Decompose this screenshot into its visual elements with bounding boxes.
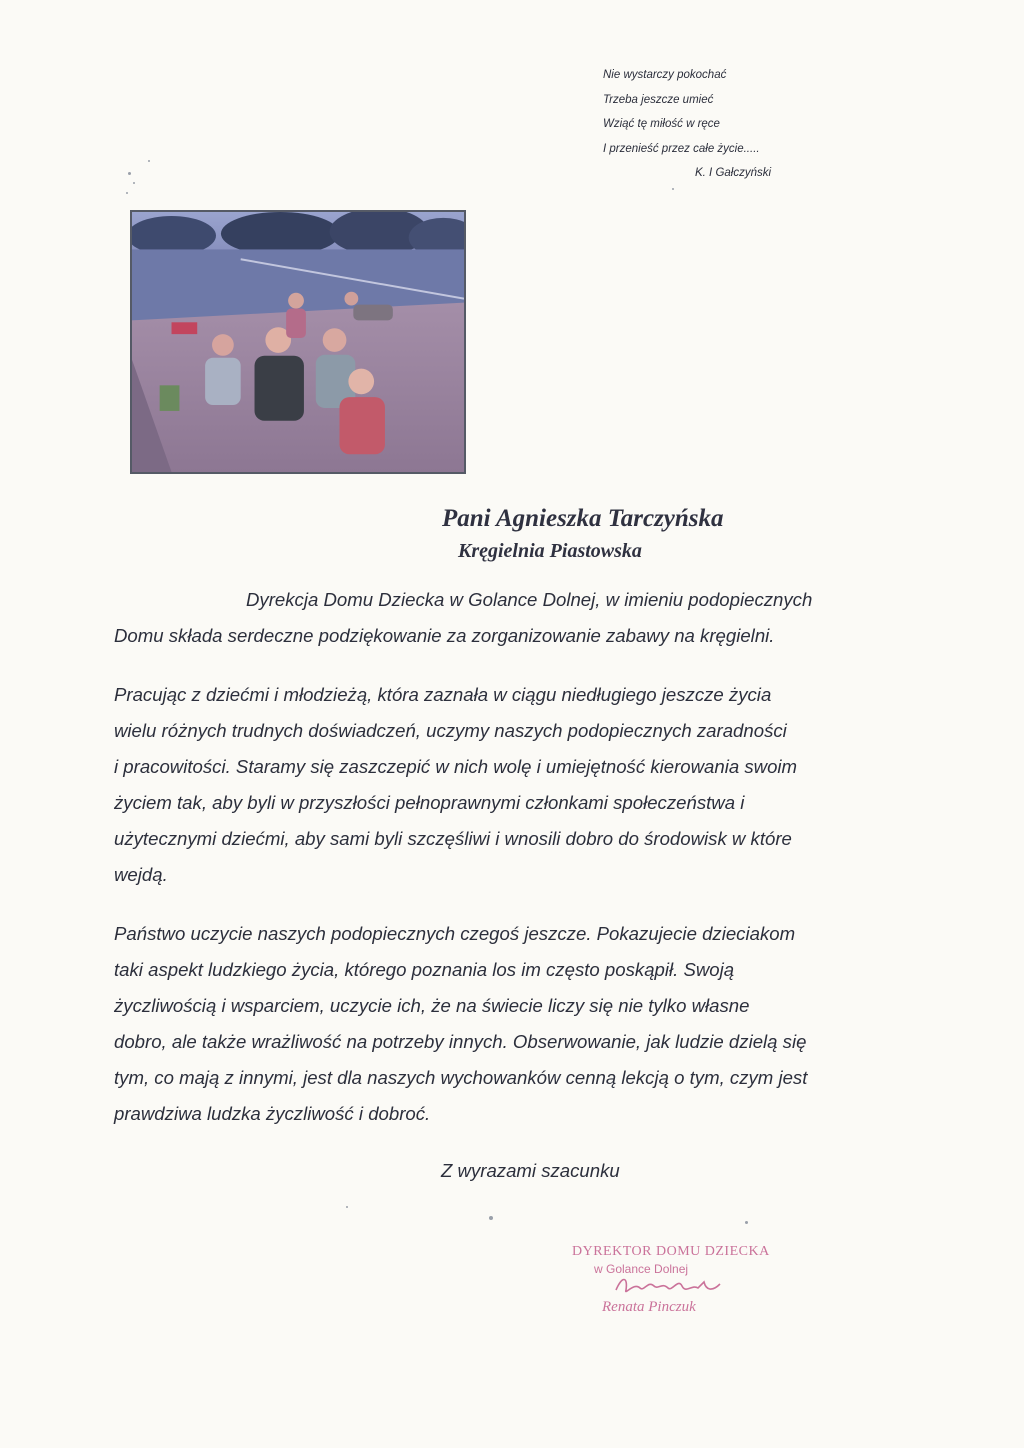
text-line: taki aspekt ludzkiego życia, którego poznania los im często poskąpił. Swoją: [114, 959, 735, 980]
stamp-title: DYREKTOR DOMU DZIECKA: [572, 1244, 770, 1259]
recipient-name: Pani Agnieszka Tarczyńska: [442, 505, 724, 532]
text-line: prawdziwa ludzka życzliwość i dobroć.: [114, 1103, 431, 1124]
text-line: Pracując z dziećmi i młodzieżą, która zaznała w ciągu niedługiego jeszcze życia: [114, 684, 772, 705]
photo-illustration: [132, 212, 464, 472]
text-line: użytecznymi dziećmi, aby sami byli szczęśliwi i wnosili dobro do środowisk w które: [114, 828, 792, 849]
scan-speck: [148, 160, 150, 162]
scan-speck: [672, 188, 674, 190]
letter-paragraph-3: [114, 916, 904, 1132]
text-line: wielu różnych trudnych doświadczeń, uczymy naszych podopiecznych zaradności: [114, 720, 787, 741]
text-line: Dyrekcja Domu Dziecka w Golance Dolnej, w imieniu podopiecznych: [246, 589, 813, 610]
recipient-place: Kręgielnia Piastowska: [458, 540, 642, 562]
text-line: i pracowitości. Staramy się zaszczepić w nich wolę i umiejętność kierowania swoim: [114, 756, 798, 777]
scan-speck: [128, 172, 131, 175]
text-line: wejdą.: [114, 864, 168, 885]
scan-speck: [745, 1221, 748, 1224]
text-line: życzliwością i wsparciem, uczycie ich, że na świecie liczy się nie tylko własne: [114, 995, 750, 1016]
children-playing-in-sandbox-photo: [130, 210, 466, 474]
scan-speck: [133, 182, 135, 184]
scan-speck: [489, 1216, 493, 1220]
poem-line: I przenieść przez całe życie.....: [603, 142, 760, 155]
handwritten-signature-icon: [612, 1272, 732, 1300]
poem-author: K. I Gałczyński: [695, 167, 772, 179]
text-line: tym, co mają z innymi, jest dla naszych wychowanków cenną lekcją o tym, czym jest: [114, 1067, 808, 1088]
text-line: Państwo uczycie naszych podopiecznych czegoś jeszcze. Pokazujecie dzieciakom: [114, 923, 796, 944]
poem-line: Trzeba jeszcze umieć: [603, 93, 714, 106]
stamp-signatory-name: Renata Pinczuk: [602, 1299, 696, 1315]
poem-line: Nie wystarczy pokochać: [603, 69, 727, 81]
text-line: dobro, ale także wrażliwość na potrzeby innych. Obserwowanie, jak ludzie dzielą się: [114, 1031, 807, 1052]
scan-speck: [126, 192, 128, 194]
text-line: życiem tak, aby byli w przyszłości pełnoprawnymi członkami społeczeństwa i: [114, 792, 745, 813]
text-line: Domu składa serdeczne podziękowanie za zorganizowanie zabawy na kręgielni.: [114, 625, 775, 646]
director-stamp: [566, 1244, 776, 1324]
scan-speck: [346, 1206, 348, 1208]
letter-paragraph-2: [114, 677, 904, 893]
stamp-location: w Golance Dolnej: [594, 1262, 689, 1276]
poem-line: Wziąć tę miłość w ręce: [603, 118, 720, 130]
poem-epigraph: [603, 63, 863, 186]
letter-closing: Z wyrazami szacunku: [441, 1160, 620, 1181]
letter-paragraph-1: [114, 582, 904, 654]
